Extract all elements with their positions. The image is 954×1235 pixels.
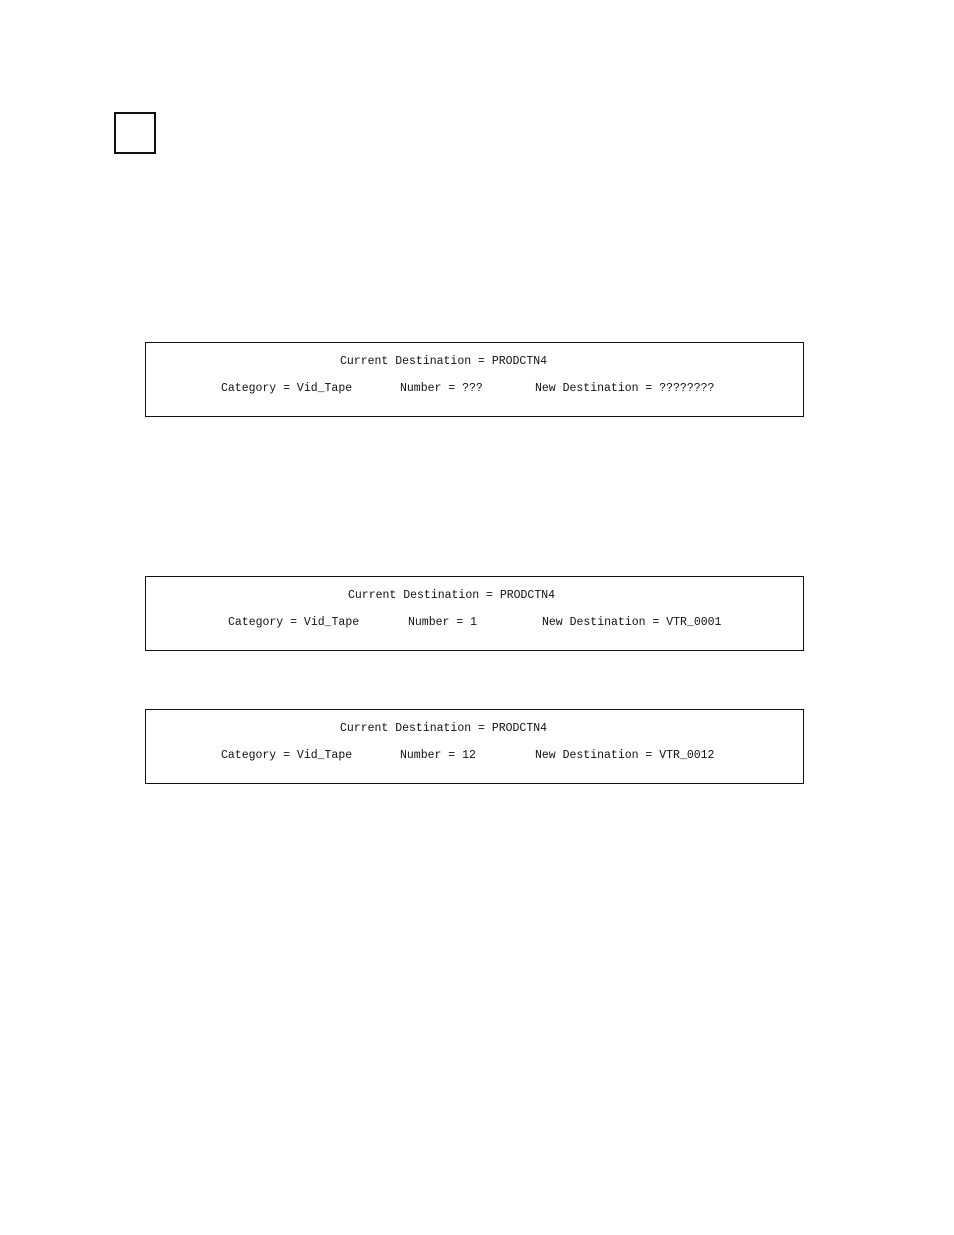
destination-details-line xyxy=(146,748,803,764)
current-destination-line xyxy=(146,721,803,737)
current-destination-text: Current Destination = PRODCTN4 xyxy=(340,355,548,368)
current-destination-text: Current Destination = PRODCTN4 xyxy=(340,722,548,735)
current-destination-text: Current Destination = PRODCTN4 xyxy=(348,589,556,602)
new-destination-text: New Destination = VTR_0001 xyxy=(542,616,722,629)
current-destination-line xyxy=(146,588,803,604)
new-destination-text: New Destination = ???????? xyxy=(535,382,715,395)
destination-details-line xyxy=(146,615,803,631)
category-text: Category = Vid_Tape xyxy=(221,382,353,395)
category-text: Category = Vid_Tape xyxy=(221,749,353,762)
destination-display-panel-3 xyxy=(145,709,804,784)
category-text: Category = Vid_Tape xyxy=(228,616,360,629)
destination-display-panel-2 xyxy=(145,576,804,651)
current-destination-line xyxy=(146,354,803,370)
corner-box xyxy=(114,112,156,154)
new-destination-text: New Destination = VTR_0012 xyxy=(535,749,715,762)
number-text: Number = 1 xyxy=(408,616,478,629)
number-text: Number = ??? xyxy=(400,382,483,395)
number-text: Number = 12 xyxy=(400,749,476,762)
destination-details-line xyxy=(146,381,803,397)
destination-display-panel-1 xyxy=(145,342,804,417)
